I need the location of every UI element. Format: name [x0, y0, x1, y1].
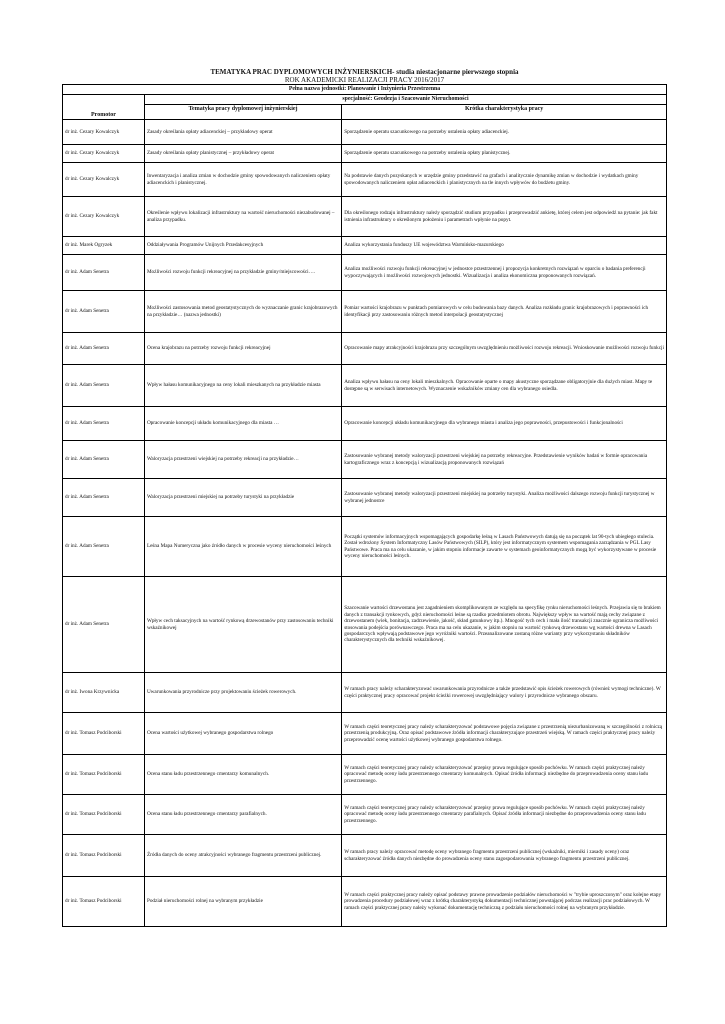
column-header-row — [63, 105, 667, 120]
topic-cell: Oddziaływania Programów Unijnych Przedakcesyjnych — [144, 237, 341, 255]
table-row — [63, 120, 667, 145]
table-row — [63, 441, 667, 479]
table-row — [63, 291, 667, 333]
description-cell: Sporządzenie operatu szacunkowego na potrzeby ustalenia opłaty planistycznej. — [342, 145, 667, 163]
promotor-cell: dr inż. Cezary Kowalczyk — [63, 120, 145, 145]
promotor-cell: dr inż. Iwona Krzywnicka — [63, 673, 145, 713]
description-cell: W ramach części teoretycznej pracy należy scharakteryzować przepisy prawa regulujące sposób pochówku. W ramach części praktycznej należy opracować metodę oceny ładu przestrzennego cmentarzy parafialnych. Opisać źródła informacji niezbędne do przeprowadzenia oceny stanu ładu przestrzennego. — [342, 795, 667, 835]
promotor-cell: dr inż. Cezary Kowalczyk — [63, 163, 145, 197]
description-cell: Szacowanie wartości drzewostanu jest zagadnieniem skomplikowanym ze względu na specyfikę rynku nieruchomości leśnych. Przejawia się to brakiem danych z transakcji rynkowych, gdyż nieruchomości leśne są rzadko przedmiotem obrotu. Największy wpływ na wartość mają cechy związane z drzewostanem (wiek, bonitacja, zadrzewienie, jakość, skład gatunkowy itp.). Mnogość tych cech i mała ilość transakcji znacznie ogranicza możliwości stosowania podejścia porównawczego. Praca ma na celu ukazanie, w jakim stopniu na wartość rynkową drzewostanu wg wartości drewna w Lasach gospodarczych wpływają podstawowe jego wyróżniki wartości. Przeanalizowane zostaną różne warianty przy wykorzystaniu składników charakterystycznych dla techniki wskaźnikowej. — [342, 577, 667, 673]
table-row — [63, 145, 667, 163]
topic-cell: Wpływ hałasu komunikacyjnego na ceny lokali mieszkanych na przykładzie miasta — [144, 365, 341, 407]
table-row — [63, 673, 667, 713]
topic-cell: Uwarunkowania przyrodnicze przy projektowaniu ścieżek rowerowych. — [144, 673, 341, 713]
table-row — [63, 407, 667, 441]
topic-cell: Inwentaryzacja i analiza zmian w dochodzie gminy spowodowanych naliczeniem opłaty adiacenckich i planistycznej. — [144, 163, 341, 197]
description-cell: Zastosowanie wybranej metody waloryzacji przestrzeni wiejskiej na potrzeby rekreacyjne. Przedstawienie wyników badań w formie opracowania kartograficznego wraz z koncepcją i wizualizacją proponowanych rozwiązań — [342, 441, 667, 479]
promotor-cell: dr inż. Adam Senetra — [63, 255, 145, 291]
promotor-cell: dr inż. Tomasz Podciborski — [63, 795, 145, 835]
promotor-cell: dr inż. Adam Senetra — [63, 577, 145, 673]
header-topic: Tematyka pracy dyplomowej inżynierskiej — [144, 105, 341, 120]
description-cell: Opracowanie mapy atrakcyjności krajobrazu przy szczególnym uwzględnieniu możliwości rozwoju rekreacji. Wnioskowanie możliwości rozwoju funkcji — [342, 333, 667, 365]
topic-cell: Określenie wpływu lokalizacji infrastruktury na wartość nieruchomości niezabudowanej – analiza przypadku. — [144, 197, 341, 237]
topics-table-body — [63, 120, 667, 927]
promotor-cell: dr inż. Adam Senetra — [63, 333, 145, 365]
table-row — [63, 163, 667, 197]
table-row — [63, 795, 667, 835]
table-row — [63, 333, 667, 365]
table-row — [63, 835, 667, 877]
header-promotor: Promotor — [63, 95, 145, 120]
topic-cell: Opracowanie koncepcji układu komunikacyjnego dla miasta … — [144, 407, 341, 441]
topic-cell: Leśna Mapa Numeryczna jako źródło danych w procesie wyceny nieruchomości leśnych — [144, 517, 341, 577]
topic-cell: Możliwości rozwoju funkcji rekreacyjnej na przykładzie gminy/miejscowości…. — [144, 255, 341, 291]
description-cell: Dla określonego rodzaju infrastruktury należy sporządzić studium przypadku i przeprowadzić ankietę, której celem jest odpowiedź na pytanie: jak fakt istnienia infrastruktury o określonym położeniu i parametrach wpłynie na popyt. — [342, 197, 667, 237]
description-cell: Na podstawie danych pozyskanych w urzędzie gminy przedstawić na grafach i analitycznie dynamikę zmian w dochodzie i wydatkach gminy spowodowanych naliczeniem opłat adiacenckich i planistycznych na tle innych wpływów do budżetu gminy. — [342, 163, 667, 197]
description-cell: Analiza wpływu hałasu na ceny lokali mieszkalnych. Opracowanie oparte o mapy akustyczne sporządzane obligatoryjnie dla dużych miast. Mapy te dostępne są w serwisach internetowych. Wyznaczenie wskaźników zmiany cen dla wybranego osiedla. — [342, 365, 667, 407]
description-cell: W ramach pracy należy scharakteryzować uwarunkowania przyrodnicze a także przedstawić opis ścieżek rowerowych (również wymogi techniczne). W części praktycznej pracy opracować projekt ścieżki rowerowej uwzględniający walory i przyrodnicze wybranego obszaru. — [342, 673, 667, 713]
promotor-cell: dr inż. Tomasz Podciborski — [63, 713, 145, 755]
description-cell: W ramach części teoretycznej pracy należy scharakteryzować przepisy prawa regulujące sposób pochówku. W ramach części praktycznej należy opracować metodę oceny ładu przestrzennego cmentarzy komunalnych. Opisać źródła informacji niezbędne do przeprowadzenia oceny stanu ładu przestrzennego. — [342, 755, 667, 795]
topic-cell: Podział nieruchomości rolnej na wybranym przykładzie — [144, 877, 341, 927]
promotor-cell: dr inż. Tomasz Podciborski — [63, 877, 145, 927]
table-row — [63, 255, 667, 291]
description-cell: Sporządzenie operatu szacunkowego na potrzeby ustalenia opłaty adiacenckiej. — [342, 120, 667, 145]
document-subtitle: ROK AKADEMICKI REALIZACJI PRACY 2016/2017 — [284, 76, 445, 84]
unit-name: Pełna nazwa jednostki: Planowanie i Inżynieria Przestrzenna — [63, 85, 667, 95]
description-cell: Początki systemów informacyjnych wspomagających gospodarkę leśną w Lasach Państwowych datują się na początek lat 90-tych ubiegłego stulecia. Został wdrożony System Informatyczny Lasów Państwowych (SILP), który jest informatycznym systemem wspomagania zarządzania w PGL Lasy Państwowe. Praca ma na celu ukazanie, w jakim stopniu informacje zawarte w systemach geoinformatycznych mogą być wykorzystywane w procesie wyceny nieruchomości leśnych. — [342, 517, 667, 577]
promotor-cell: dr inż. Tomasz Podciborski — [63, 755, 145, 795]
description-cell: Opracowanie koncepcji układu komunikacyjnego dla wybranego miasta i analiza jego poprawności, przepustowości i funkcjonalności — [342, 407, 667, 441]
description-cell: W ramach pracy należy opracować metodę oceny wybranego fragmentu przestrzeni publicznej (wskaźniki, mierniki i zasady oceny) oraz scharakteryzować źródła danych niezbędne do prowadzenia oceny stanu zagospodarowania wybranego fragmentu przestrzeni publicznej. — [342, 835, 667, 877]
document-header — [62, 68, 667, 84]
topic-cell: Źródła danych do oceny atrakcyjności wybranego fragmentu przestrzeni publicznej. — [144, 835, 341, 877]
specialty-row — [63, 95, 667, 105]
description-cell: Zastosowanie wybranej metody waloryzacji przestrzeni miejskiej na potrzeby turystyki. Analiza możliwości dalszego rozwoju funkcji turystycznej w wybranej jednostce — [342, 479, 667, 517]
promotor-cell: dr inż. Adam Senetra — [63, 407, 145, 441]
promotor-cell: dr inż. Marek Ogryzek — [63, 237, 145, 255]
description-cell: W ramach części teoretycznej pracy należy scharakteryzować podstawowe pojęcia związane z przestrzenią niezurbanizowaną w szczególności z rolniczą przestrzenią produkcyjną. Oraz opisać podstawowe źródła informacji charakteryzujące przestrzeń wiejską. W ramach części praktycznej pracy należy przeprowadzić ocenę wartości użytkowej wybranego gospodarstwa rolnego. — [342, 713, 667, 755]
description-cell: W ramach części praktycznej pracy należy opisać podstawy prawne prowadzenie podziałów nieruchomości w "trybie uproszczonym" oraz kolejne etapy prowadzenia procedury podziałowej wraz z krótką charakterystyką dokumentacji technicznej powstającej podczas realizacji prac podziałowych. W ramach części praktycznej pracy należy wykonać dokumentację techniczną z podziału nieruchomości rolnej na wybranym przykładzie. — [342, 877, 667, 927]
topic-cell: Zasady określania opłaty adiacenckiej – przykładowy operat — [144, 120, 341, 145]
description-cell: Pomiar wartości krajobrazu w punktach pomiarowych w celu budowania bazy danych. Analiza rozkładu granic krajobrazowych i poprawności ich identyfikacji przy zastosowaniu różnych metod interpolacji geostatystycznej — [342, 291, 667, 333]
table-row — [63, 479, 667, 517]
promotor-cell: dr inż. Cezary Kowalczyk — [63, 145, 145, 163]
table-row — [63, 877, 667, 927]
promotor-cell: dr inż. Adam Senetra — [63, 479, 145, 517]
topics-table — [62, 84, 667, 927]
table-row — [63, 197, 667, 237]
document-title: TEMATYKA PRAC DYPLOMOWYCH INŻYNIERSKICH- studia niestacjonarne pierwszego stopnia — [210, 68, 519, 76]
topic-cell: Wpływ cech taksacyjnych na wartość rynkową drzewostanów przy zastosowaniu techniki wskaźnikowej — [144, 577, 341, 673]
topic-cell: Ocena stanu ładu przestrzennego cmentarzy parafialnych. — [144, 795, 341, 835]
header-description: Krótka charakterystyka pracy — [342, 105, 667, 120]
table-row — [63, 517, 667, 577]
topic-cell: Ocena krajobrazu na potrzeby rozwoju funkcji rekreacyjnej — [144, 333, 341, 365]
table-row — [63, 237, 667, 255]
description-cell: Analiza możliwości rozwoju funkcji rekreacyjnej w jednostce przestrzennej i propozycja konkretnych rozwiązań w oparciu o badania preferencji wypoczywających i możliwości rozwojowych jednostki. Wizualizacja i analiza ekonomiczna proponowanych rozwiązań. — [342, 255, 667, 291]
promotor-cell: dr inż. Adam Senetra — [63, 365, 145, 407]
promotor-cell: dr inż. Cezary Kowalczyk — [63, 197, 145, 237]
topic-cell: Możliwości zastosowania metod geostatystycznych do wyznaczanie granic krajobrazowych na przykładzie… (nazwa jednostki) — [144, 291, 341, 333]
promotor-cell: dr inż. Adam Senetra — [63, 517, 145, 577]
topic-cell: Waloryzacja przestrzeni wiejskiej na potrzeby rekreacji na przykładzie… — [144, 441, 341, 479]
topic-cell: Ocena wartości użytkowej wybranego gospodarstwa rolnego — [144, 713, 341, 755]
table-row — [63, 713, 667, 755]
promotor-cell: dr inż. Adam Senetra — [63, 441, 145, 479]
table-row — [63, 577, 667, 673]
specialty-name: specjalność: Geodezja i Szacowanie Nieruchomości — [144, 95, 666, 105]
promotor-cell: dr inż. Tomasz Podciborski — [63, 835, 145, 877]
table-row — [63, 365, 667, 407]
promotor-cell: dr inż. Adam Senetra — [63, 291, 145, 333]
topic-cell: Ocena stanu ładu przestrzennego cmentarzy komunalnych. — [144, 755, 341, 795]
topic-cell: Zasady określania opłaty planistycznej – przykładowy operat — [144, 145, 341, 163]
table-row — [63, 755, 667, 795]
topic-cell: Waloryzacja przestrzeni miejskiej na potrzeby turystyki na przykładzie — [144, 479, 341, 517]
unit-row — [63, 85, 667, 95]
description-cell: Analiza wykorzystania funduszy UE województwa Warmińsko-mazurskiego — [342, 237, 667, 255]
